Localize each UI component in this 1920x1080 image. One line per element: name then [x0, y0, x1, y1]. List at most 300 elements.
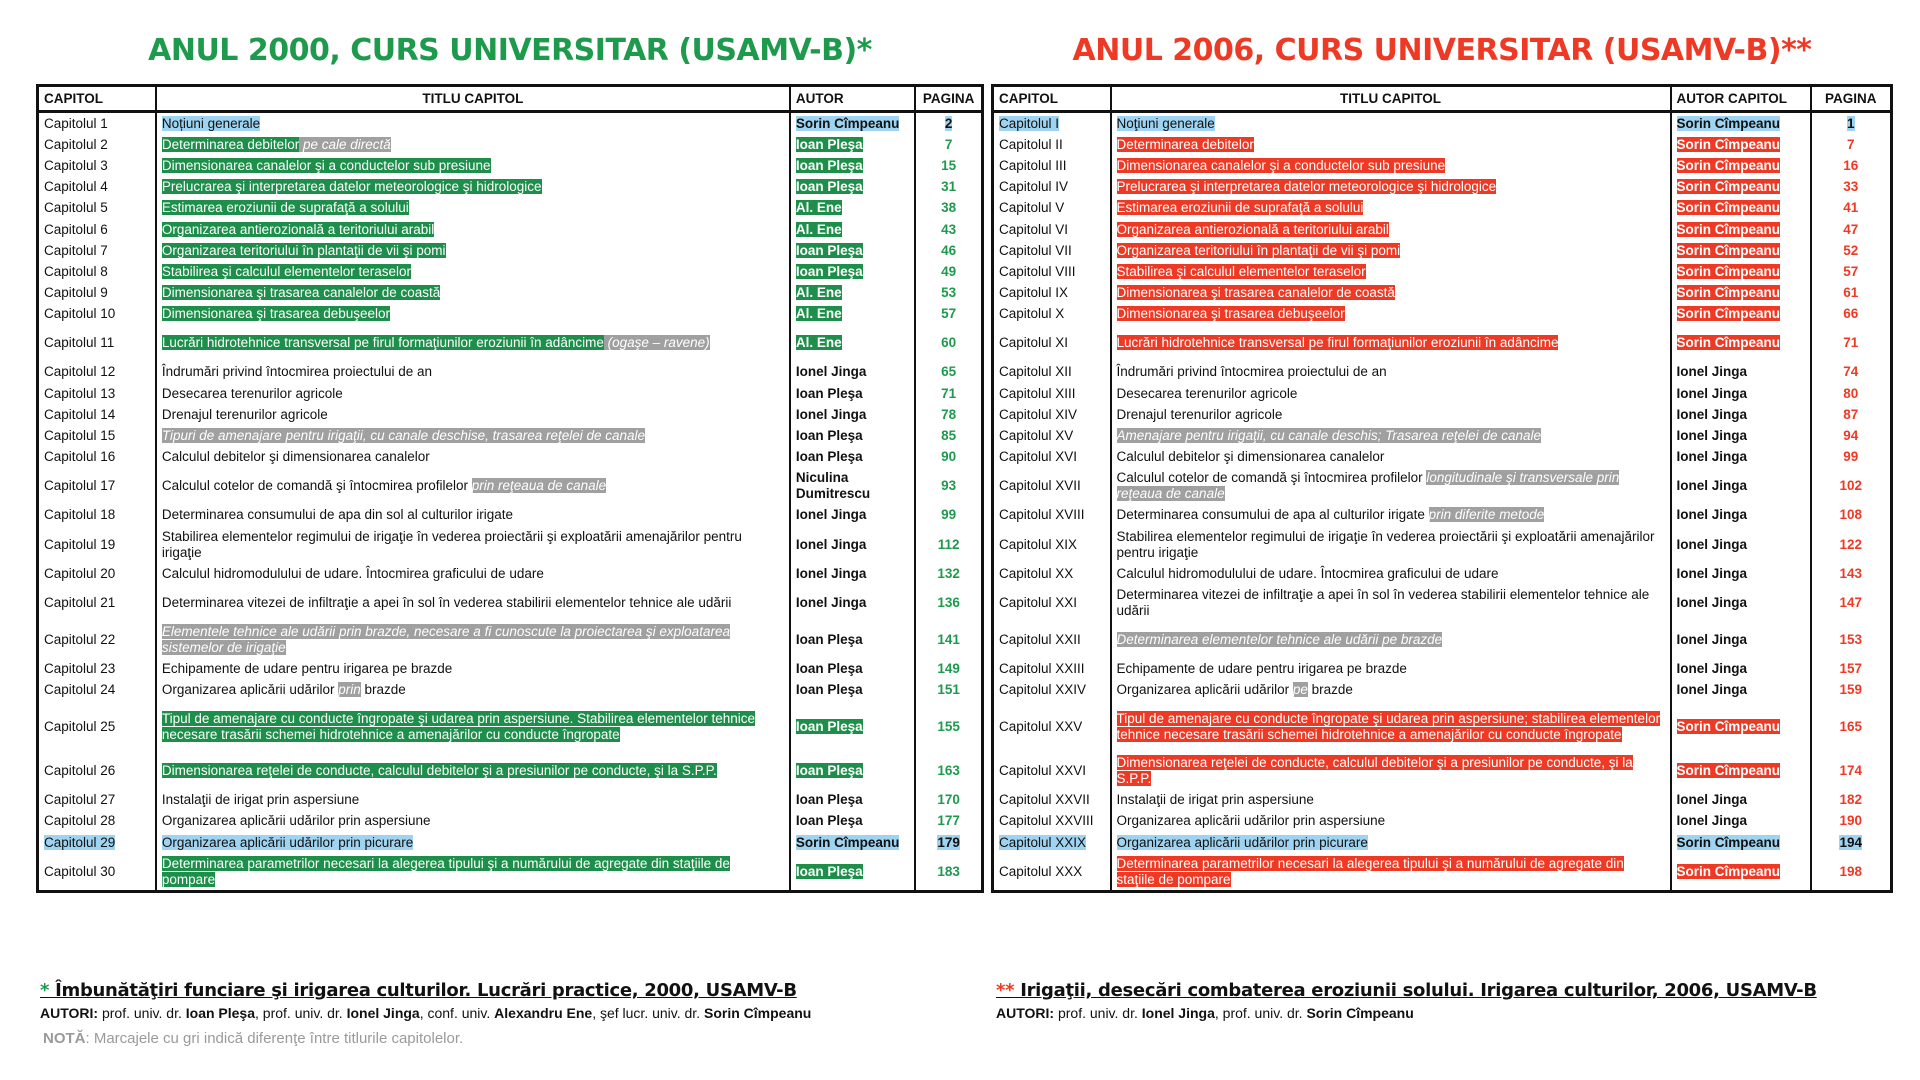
page-cell [915, 853, 982, 892]
chapter-author: Ioan Pleşa [795, 428, 863, 444]
chapter-author: Sorin Cîmpeanu [1676, 763, 1781, 779]
page-number: 159 [1839, 681, 1863, 697]
chapter-cell [38, 753, 156, 790]
chapter-number: Capitolul XXVIII [999, 813, 1094, 829]
table-row [38, 679, 983, 700]
author-cell [1671, 325, 1811, 362]
page-cell [915, 505, 982, 526]
chapter-number: Capitolul 16 [44, 449, 116, 465]
page-cell [1811, 283, 1892, 304]
chapter-number: Capitolul XXVI [999, 763, 1087, 779]
chapter-author: Al. Ene [795, 221, 842, 237]
page-cell [915, 261, 982, 282]
page-number: 47 [1843, 221, 1859, 237]
author-cell [1671, 219, 1811, 240]
page-number: 31 [941, 179, 957, 195]
chapter-title-segment: Tipul de amenajare cu conducte îngropate şi udarea prin aspersiune; stabilirea elementelor tehnice necesare trasării schemei hidrotehnice a amenajărilor cu conducte îngropate [1116, 710, 1661, 742]
chapter-title-segment: pe cale directă [299, 136, 391, 152]
chapter-cell [993, 383, 1111, 404]
page-number: 7 [1846, 136, 1855, 152]
chapter-author: Sorin Cîmpeanu [795, 115, 900, 131]
chapter-title-segment: Determinarea debitelor [1116, 136, 1254, 152]
chapter-author: Ionel Jinga [795, 364, 867, 380]
chapter-cell [38, 790, 156, 811]
chapter-title-segment: Determinarea vitezei de infiltraţie a apei în sol în vederea stabilirii elementelor tehnice ale udării [1116, 586, 1650, 618]
title-cell [156, 790, 790, 811]
chapter-title-segment: Noţiuni generale [1116, 115, 1215, 131]
table-row [38, 404, 983, 425]
author-cell [790, 304, 915, 325]
chapter-author: Ioan Pleşa [795, 136, 863, 152]
table-row [38, 790, 983, 811]
chapter-number: Capitolul 12 [44, 364, 116, 380]
chapter-title-segment: Amenajare pentru irigaţii, cu canale deschis; Trasarea reţelei de canale [1116, 428, 1541, 444]
footnote-asterisk: * [40, 980, 50, 1001]
chapter-title-segment: Organizarea aplicării udărilor prin picurare [1116, 834, 1368, 850]
author-cell [790, 447, 915, 468]
title-cell [1111, 468, 1671, 505]
page-cell [915, 563, 982, 584]
chapter-author: Ionel Jinga [1676, 660, 1748, 676]
page-cell [915, 584, 982, 621]
table-row [38, 563, 983, 584]
title-cell [1111, 362, 1671, 383]
chapter-title-segment: Îndrumări privind întocmirea proiectului de an [1116, 364, 1387, 380]
chapter-author: Sorin Cîmpeanu [1676, 115, 1781, 131]
author-cell [1671, 383, 1811, 404]
chapter-number: Capitolul 18 [44, 507, 116, 523]
table-row [38, 658, 983, 679]
chapter-author: Ioan Pleşa [795, 813, 863, 829]
title-cell [1111, 155, 1671, 176]
table-row [38, 362, 983, 383]
page-number: 57 [1843, 263, 1859, 279]
table-row [38, 701, 983, 753]
chapter-cell [993, 134, 1111, 155]
title-cell [1111, 219, 1671, 240]
author-cell [1671, 621, 1811, 658]
page-cell [915, 679, 982, 700]
author-cell [790, 261, 915, 282]
chapter-title-segment: Calculul hidromodulului de udare. Întocmirea graficului de udare [161, 565, 544, 581]
page-cell [1811, 134, 1892, 155]
chapter-author: Sorin Cîmpeanu [1676, 263, 1781, 279]
author-cell [1671, 753, 1811, 790]
chapter-number: Capitolul IX [999, 285, 1069, 301]
author-name: Ionel Jinga [346, 1005, 420, 1021]
chapter-cell [993, 526, 1111, 563]
table-row [993, 283, 1892, 304]
page-cell [915, 134, 982, 155]
table-row [38, 134, 983, 155]
chapter-cell [38, 621, 156, 658]
chapter-cell [993, 219, 1111, 240]
chapter-title-segment: Dimensionarea canalelor şi a conductelor sub presiune [161, 157, 491, 173]
page-cell [1811, 621, 1892, 658]
author-cell [1671, 155, 1811, 176]
chapter-author: Ioan Pleşa [795, 449, 863, 465]
chapter-number: Capitolul XXI [999, 594, 1078, 610]
chapter-cell [993, 261, 1111, 282]
chapter-title-segment: pe [1292, 681, 1308, 697]
title-cell [156, 468, 790, 505]
page-cell [1811, 177, 1892, 198]
header-titlu: TITLU CAPITOL [1111, 86, 1671, 112]
page-number: 49 [941, 263, 957, 279]
page-number: 194 [1839, 834, 1863, 850]
chapter-cell [993, 563, 1111, 584]
title-cell [1111, 811, 1671, 832]
title-cell [1111, 832, 1671, 853]
page-cell [915, 425, 982, 446]
chapter-number: Capitolul 28 [44, 813, 116, 829]
chapter-title-segment: prin diferite metode [1428, 507, 1545, 523]
chapter-number: Capitolul XXVII [999, 792, 1090, 808]
table-row [38, 753, 983, 790]
title-cell [156, 425, 790, 446]
page-number: 41 [1843, 200, 1859, 216]
table-row [993, 112, 1892, 135]
table-row [993, 134, 1892, 155]
note-text: : Marcajele cu gri indică diferenţe între titlurile capitolelor. [85, 1030, 464, 1047]
chapter-cell [993, 679, 1111, 700]
table-row [993, 362, 1892, 383]
chapter-title-segment: Estimarea eroziunii de suprafaţă a solului [1116, 200, 1364, 216]
chapter-cell [993, 155, 1111, 176]
chapter-title-segment: Tipuri de amenajare pentru irigaţii, cu canale deschise, trasarea reţelei de canale [161, 428, 646, 444]
chapter-author: Ioan Pleşa [795, 263, 863, 279]
chapter-author: Ionel Jinga [795, 507, 867, 523]
chapter-cell [993, 425, 1111, 446]
table-row [38, 261, 983, 282]
author-cell [790, 219, 915, 240]
chapter-cell [38, 383, 156, 404]
page-number: 190 [1839, 813, 1863, 829]
author-cell [1671, 505, 1811, 526]
chapter-title-segment: Lucrări hidrotehnice transversal pe firul formaţiunilor eroziunii în adâncime [161, 335, 604, 351]
table-row [993, 753, 1892, 790]
chapter-author: Al. Ene [795, 306, 842, 322]
chapter-author: Sorin Cîmpeanu [1676, 285, 1781, 301]
table-row [38, 155, 983, 176]
chapter-cell [993, 790, 1111, 811]
chapter-title-segment: Lucrări hidrotehnice transversal pe firul formaţiunilor eroziunii în adâncime [1116, 335, 1559, 351]
title-cell [156, 447, 790, 468]
chapter-cell [993, 468, 1111, 505]
table-row [38, 112, 983, 135]
title-cell [156, 362, 790, 383]
chapter-title-segment: Prelucrarea şi interpretarea datelor meteorologice şi hidrologice [161, 179, 542, 195]
author-cell [790, 753, 915, 790]
chapter-number: Capitolul 29 [44, 834, 116, 850]
chapter-number: Capitolul 26 [44, 763, 116, 779]
table-row [993, 219, 1892, 240]
chapter-cell [38, 832, 156, 853]
author-cell [1671, 261, 1811, 282]
table-row [38, 219, 983, 240]
chapter-cell [993, 658, 1111, 679]
chapter-cell [993, 198, 1111, 219]
title-cell [1111, 383, 1671, 404]
title-cell [1111, 177, 1671, 198]
table-row [993, 832, 1892, 853]
page-cell [1811, 362, 1892, 383]
chapter-cell [38, 679, 156, 700]
author-cell [790, 679, 915, 700]
chapter-author: Al. Ene [795, 200, 842, 216]
chapter-cell [38, 261, 156, 282]
chapter-cell [38, 177, 156, 198]
table-row [38, 198, 983, 219]
chapter-number: Capitolul IV [999, 179, 1069, 195]
chapter-title-segment: Dimensionarea reţelei de conducte, calculul debitelor şi a presiunilor pe conducte, şi la S.P.P. [161, 763, 717, 779]
chapter-author: Ionel Jinga [795, 594, 867, 610]
author-cell [1671, 425, 1811, 446]
table-row [993, 679, 1892, 700]
chapter-number: Capitolul XX [999, 565, 1074, 581]
chapter-title-segment: Determinarea debitelor [161, 136, 300, 152]
title-cell [1111, 584, 1671, 621]
chapter-author: Ioan Pleşa [795, 179, 863, 195]
title-cell [1111, 526, 1671, 563]
chapter-number: Capitolul 22 [44, 631, 116, 647]
table-row [993, 584, 1892, 621]
left-panel-2000 [36, 30, 984, 893]
page-number: 155 [937, 718, 960, 734]
page-number: 141 [937, 631, 960, 647]
author-cell [790, 425, 915, 446]
author-cell [790, 832, 915, 853]
chapter-title-segment: Calculul cotelor de comandă şi întocmirea profilelor [161, 478, 472, 494]
right-table-body [993, 112, 1892, 892]
title-cell [1111, 261, 1671, 282]
table-row [993, 701, 1892, 753]
chapter-cell [993, 447, 1111, 468]
chapter-author: Ioan Pleşa [795, 763, 863, 779]
chapter-author: Sorin Cîmpeanu [1676, 834, 1781, 850]
author-name: Ionel Jinga [1141, 1005, 1215, 1021]
chapter-title-segment: Desecarea terenurilor agricole [1116, 385, 1298, 401]
chapter-title-segment: Dimensionarea şi trasarea canalelor de coastă [161, 285, 441, 301]
page-cell [1811, 505, 1892, 526]
chapter-title-segment: Prelucrarea şi interpretarea datelor meteorologice şi hidrologice [1116, 179, 1497, 195]
page-number: 182 [1839, 792, 1863, 808]
chapter-title-segment: Determinarea parametrilor necesari la alegerea tipului şi a numărului de agregate din staţiile de pompare [1116, 855, 1624, 887]
chapter-cell [38, 155, 156, 176]
page-number: 151 [937, 681, 960, 697]
page-cell [1811, 447, 1892, 468]
chapter-title-segment: Instalaţii de irigat prin aspersiune [161, 792, 360, 808]
page-number: 33 [1843, 179, 1859, 195]
chapter-cell [993, 283, 1111, 304]
author-rank: , prof. univ. dr. [1214, 1005, 1307, 1021]
author-name: Alexandru Ene [494, 1005, 593, 1021]
chapter-number: Capitolul VIII [999, 263, 1076, 279]
chapter-author: Ioan Pleşa [795, 242, 863, 258]
chapter-number: Capitolul XIX [999, 536, 1078, 552]
page-cell [1811, 701, 1892, 753]
table-row [38, 505, 983, 526]
chapter-author: Ioan Pleşa [795, 631, 863, 647]
page-number: 80 [1843, 385, 1859, 401]
chapter-title-segment: Organizarea aplicării udărilor [161, 681, 339, 697]
title-cell [1111, 112, 1671, 135]
chapter-number: Capitolul III [999, 157, 1067, 173]
chapter-cell [993, 325, 1111, 362]
authors-label: AUTORI: [996, 1005, 1055, 1021]
chapter-number: Capitolul 23 [44, 660, 116, 676]
title-cell [1111, 325, 1671, 362]
page-cell [915, 790, 982, 811]
header-autor-capitol: AUTOR CAPITOL [1671, 86, 1811, 112]
page-number: 74 [1843, 364, 1859, 380]
chapter-author: Ioan Pleşa [795, 660, 863, 676]
page-cell [915, 283, 982, 304]
chapter-title-segment: Organizarea aplicării udărilor prin picurare [161, 834, 414, 850]
page-number: 7 [944, 136, 953, 152]
author-cell [1671, 563, 1811, 584]
author-cell [790, 505, 915, 526]
chapter-title-segment: prin reţeaua de canale [471, 478, 607, 494]
left-table-body [38, 112, 983, 892]
header-titlu: TITLU CAPITOL [156, 86, 790, 112]
title-cell [1111, 701, 1671, 753]
page-number: 153 [1839, 631, 1863, 647]
chapter-author: Sorin Cîmpeanu [795, 834, 900, 850]
right-header-row [993, 86, 1892, 112]
author-cell [1671, 679, 1811, 700]
author-name: Ioan Pleşa [185, 1005, 256, 1021]
chapter-author: Ionel Jinga [1676, 428, 1748, 444]
chapter-cell [38, 134, 156, 155]
chapter-author: Ionel Jinga [795, 565, 867, 581]
chapter-title-segment: Determinarea vitezei de infiltraţie a apei în sol în vederea stabilirii elementelor tehnice ale udării [161, 594, 732, 610]
table-row [38, 240, 983, 261]
page-number: 183 [937, 863, 960, 879]
page-number: 94 [1843, 428, 1859, 444]
title-cell [156, 621, 790, 658]
page-number: 90 [941, 449, 957, 465]
chapter-title-segment: Calculul debitelor şi dimensionarea canalelor [161, 449, 430, 465]
table-row [993, 526, 1892, 563]
chapter-author: Sorin Cîmpeanu [1676, 306, 1781, 322]
page-number: 108 [1839, 507, 1863, 523]
table-row [38, 283, 983, 304]
author-rank: , prof. univ. dr. [255, 1005, 347, 1021]
title-cell [1111, 425, 1671, 446]
page-number: 157 [1839, 660, 1863, 676]
chapter-cell [993, 584, 1111, 621]
chapter-title-segment: longitudinale şi transversale prin reţeaua de canale [1116, 470, 1620, 502]
author-cell [790, 198, 915, 219]
chapter-number: Capitolul 1 [44, 115, 108, 131]
author-cell [790, 621, 915, 658]
chapter-title-segment: Organizarea teritoriului în plantaţii de vii şi pomi [161, 242, 446, 258]
chapter-author: Sorin Cîmpeanu [1676, 335, 1781, 351]
table-row [38, 853, 983, 892]
page-number: 163 [937, 763, 960, 779]
chapter-number: Capitolul 7 [44, 242, 108, 258]
chapter-title-segment: Desecarea terenurilor agricole [161, 385, 343, 401]
chapter-author: Ionel Jinga [1676, 385, 1748, 401]
title-cell [156, 701, 790, 753]
author-rank: prof. univ. dr. [1054, 1005, 1142, 1021]
chapter-cell [38, 198, 156, 219]
page-cell [915, 832, 982, 853]
page-number: 143 [1839, 565, 1863, 581]
title-cell [156, 219, 790, 240]
chapter-author: Sorin Cîmpeanu [1676, 242, 1781, 258]
chapter-author: Sorin Cîmpeanu [1676, 200, 1781, 216]
table-row [38, 383, 983, 404]
chapter-number: Capitolul 5 [44, 200, 108, 216]
title-cell [1111, 304, 1671, 325]
table-row [38, 468, 983, 505]
chapter-cell [993, 832, 1111, 853]
table-row [993, 505, 1892, 526]
chapter-title-segment: Dimensionarea şi trasarea debuşeelor [1116, 306, 1345, 322]
authors-label: AUTORI: [40, 1005, 99, 1021]
page-cell [915, 468, 982, 505]
page-cell [1811, 658, 1892, 679]
chapter-cell [38, 404, 156, 425]
page-number: 46 [941, 242, 957, 258]
title-cell [1111, 853, 1671, 892]
chapter-author: Ioan Pleşa [795, 681, 863, 697]
chapter-number: Capitolul 21 [44, 594, 116, 610]
chapter-number: Capitolul 14 [44, 406, 116, 422]
page-cell [915, 325, 982, 362]
table-row [38, 811, 983, 832]
table-row [993, 383, 1892, 404]
table-row [993, 447, 1892, 468]
table-row [993, 563, 1892, 584]
author-name: Sorin Cîmpeanu [703, 1005, 812, 1021]
table-row [993, 811, 1892, 832]
chapter-author: Ioan Pleşa [795, 863, 863, 879]
chapter-cell [38, 112, 156, 135]
chapter-author: Sorin Cîmpeanu [1676, 136, 1781, 152]
chapter-cell [38, 425, 156, 446]
page-cell [915, 177, 982, 198]
author-rank: , conf. univ. [419, 1005, 495, 1021]
title-cell [156, 832, 790, 853]
page-cell [1811, 383, 1892, 404]
page-cell [915, 753, 982, 790]
chapter-number: Capitolul I [999, 115, 1060, 131]
page-cell [915, 404, 982, 425]
page-cell [915, 219, 982, 240]
chapter-author: Ionel Jinga [1676, 507, 1748, 523]
title-cell [156, 584, 790, 621]
title-cell [156, 134, 790, 155]
chapter-author: Ionel Jinga [1676, 449, 1748, 465]
page-number: 122 [1839, 536, 1863, 552]
page-cell [915, 447, 982, 468]
title-cell [156, 526, 790, 563]
page-number: 136 [937, 594, 960, 610]
table-row [38, 447, 983, 468]
chapter-author: Ioan Pleşa [795, 157, 863, 173]
chapter-author: Ionel Jinga [1676, 594, 1748, 610]
page-number: 65 [941, 364, 957, 380]
page-number: 2 [944, 115, 953, 131]
table-row [993, 790, 1892, 811]
chapter-number: Capitolul XXIV [999, 681, 1087, 697]
chapter-cell [38, 853, 156, 892]
author-cell [1671, 853, 1811, 892]
author-cell [1671, 790, 1811, 811]
